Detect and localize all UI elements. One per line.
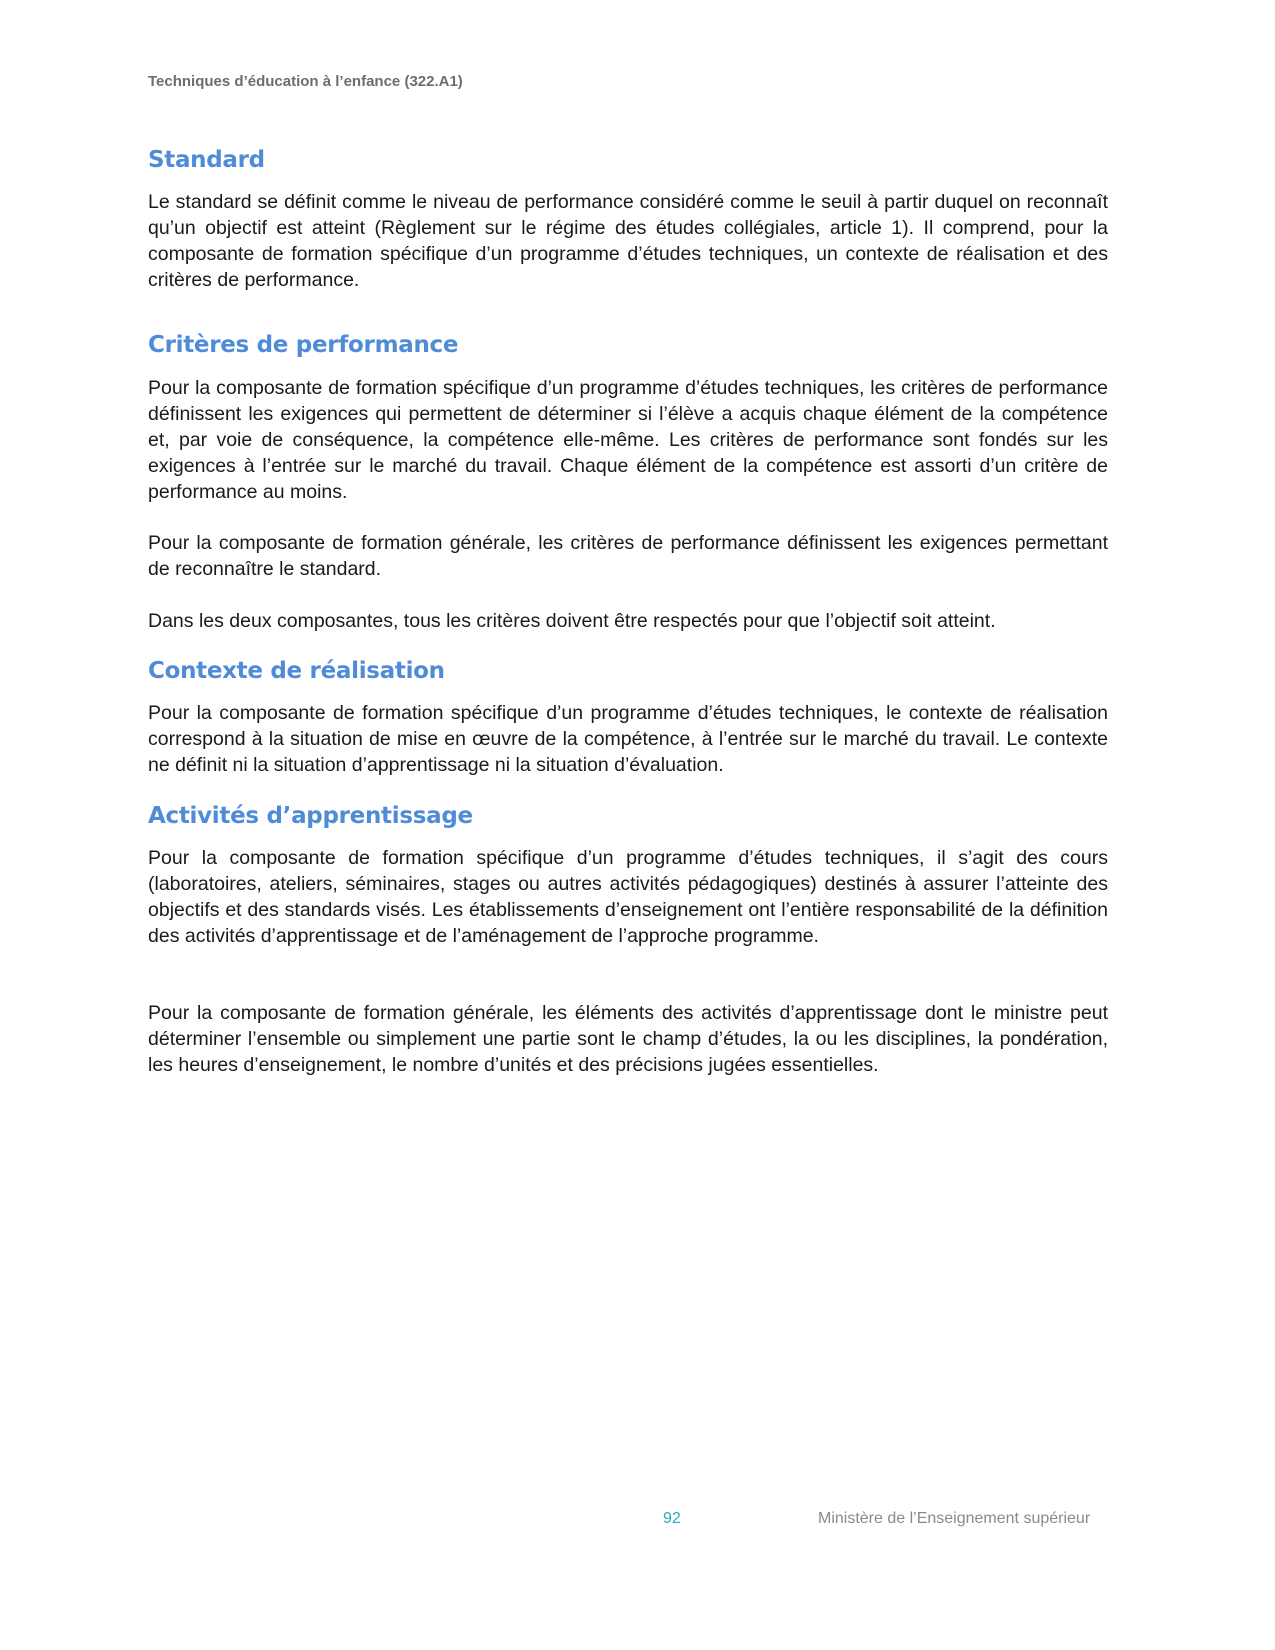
footer-publisher: Ministère de l’Enseignement supérieur [818,1510,1091,1527]
paragraph: Pour la composante de formation spécifique d’un programme d’études techniques, les critères de performance définissent les exigences qui permettent de déterminer si l’élève a acquis chaque élément de la compétence et, par voie de conséquence, la compétence elle-même. Les critères de performance sont fondés sur les exigences à l’entrée sur le marché du travail. Chaque élément de la compétence est assorti d’un critère de performance au moins. [148,377,1108,503]
heading-contexte: Contexte de réalisation [148,658,445,684]
paragraph: Pour la composante de formation générale, les éléments des activités d’apprentissage dont le ministre peut déterminer l’ensemble ou simplement une partie sont le champ d’études, la ou les disciplines, la pondération, les heures d’enseignement, le nombre d’unités et des précisions jugées essentielles. [148,1002,1108,1076]
heading-standard: Standard [148,147,265,173]
paragraph: Pour la composante de formation spécifique d’un programme d’études techniques, le contexte de réalisation correspond à la situation de mise en œuvre de la compétence, à l’entrée sur le marché du travail. Le contexte ne définit ni la situation d’apprentissage ni la situation d’évaluation. [148,702,1108,776]
heading-activites: Activités d’apprentissage [148,803,473,829]
running-header: Techniques d’éducation à l’enfance (322.A1) [148,73,463,90]
paragraph: Dans les deux composantes, tous les critères doivent être respectés pour que l’objectif soit atteint. [148,610,996,632]
heading-criteres: Critères de performance [148,332,459,358]
page-number: 92 [663,1510,681,1527]
paragraph: Le standard se définit comme le niveau de performance considéré comme le seuil à partir duquel on reconnaît qu’un objectif est atteint (Règlement sur le régime des études collégiales, article 1). Il comprend, pour la composante de formation spécifique d’un programme d’études techniques, un contexte de réalisation et des critères de performance. [148,191,1108,291]
paragraph: Pour la composante de formation générale, les critères de performance définissent les exigences permettant de reconnaître le standard. [148,532,1108,580]
paragraph: Pour la composante de formation spécifique d’un programme d’études techniques, il s’agit des cours (laboratoires, ateliers, séminaires, stages ou autres activités pédagogiques) destinés à assurer l’atteinte des objectifs et des standards visés. Les établissements d’enseignement ont l’entière responsabilité de la définition des activités d’apprentissage et de l’aménagement de l’approche programme. [148,847,1108,947]
